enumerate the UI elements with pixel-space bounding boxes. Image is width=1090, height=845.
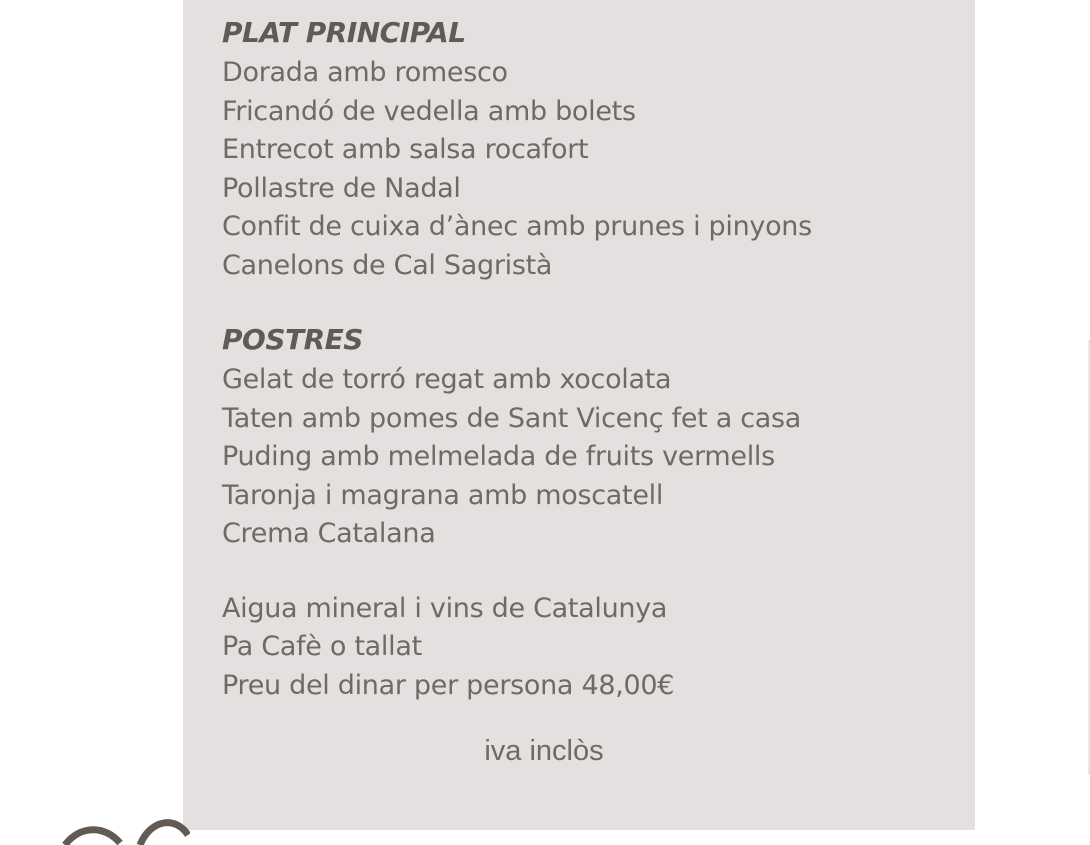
price-line: Preu del dinar per persona 48,00€ — [222, 669, 675, 701]
spacer — [222, 285, 812, 321]
menu-item: Pollastre de Nadal — [222, 172, 461, 204]
menu-item: Taten amb pomes de Sant Vicenç fet a casa — [222, 402, 802, 434]
menu-item: Dorada amb romesco — [222, 57, 508, 88]
extra-item: Pa Cafè o tallat — [222, 631, 422, 662]
menu-item: Confit de cuixa d’ànec amb prunes i pinyons — [222, 211, 812, 242]
menu-item: Puding amb melmelada de fruits vermells — [222, 441, 775, 472]
menu-item: Fricandó de vedella amb bolets — [222, 95, 636, 127]
vat-note: iva inclòs — [484, 735, 604, 767]
section-heading-postres: POSTRES — [222, 323, 363, 356]
menu-item: Canelons de Cal Sagristà — [222, 249, 553, 281]
menu-item: Taronja i magrana amb moscatell — [222, 479, 664, 511]
section-heading-plat-principal: PLAT PRINCIPAL — [222, 16, 466, 49]
menu-item: Entrecot amb salsa rocafort — [222, 134, 589, 165]
menu-content — [222, 14, 812, 705]
spacer — [222, 554, 812, 590]
menu-item: Crema Catalana — [222, 518, 436, 549]
menu-item: Gelat de torró regat amb xocolata — [222, 364, 672, 395]
extra-item: Aigua mineral i vins de Catalunya — [222, 592, 668, 624]
decorative-swirl-icon — [60, 815, 190, 845]
